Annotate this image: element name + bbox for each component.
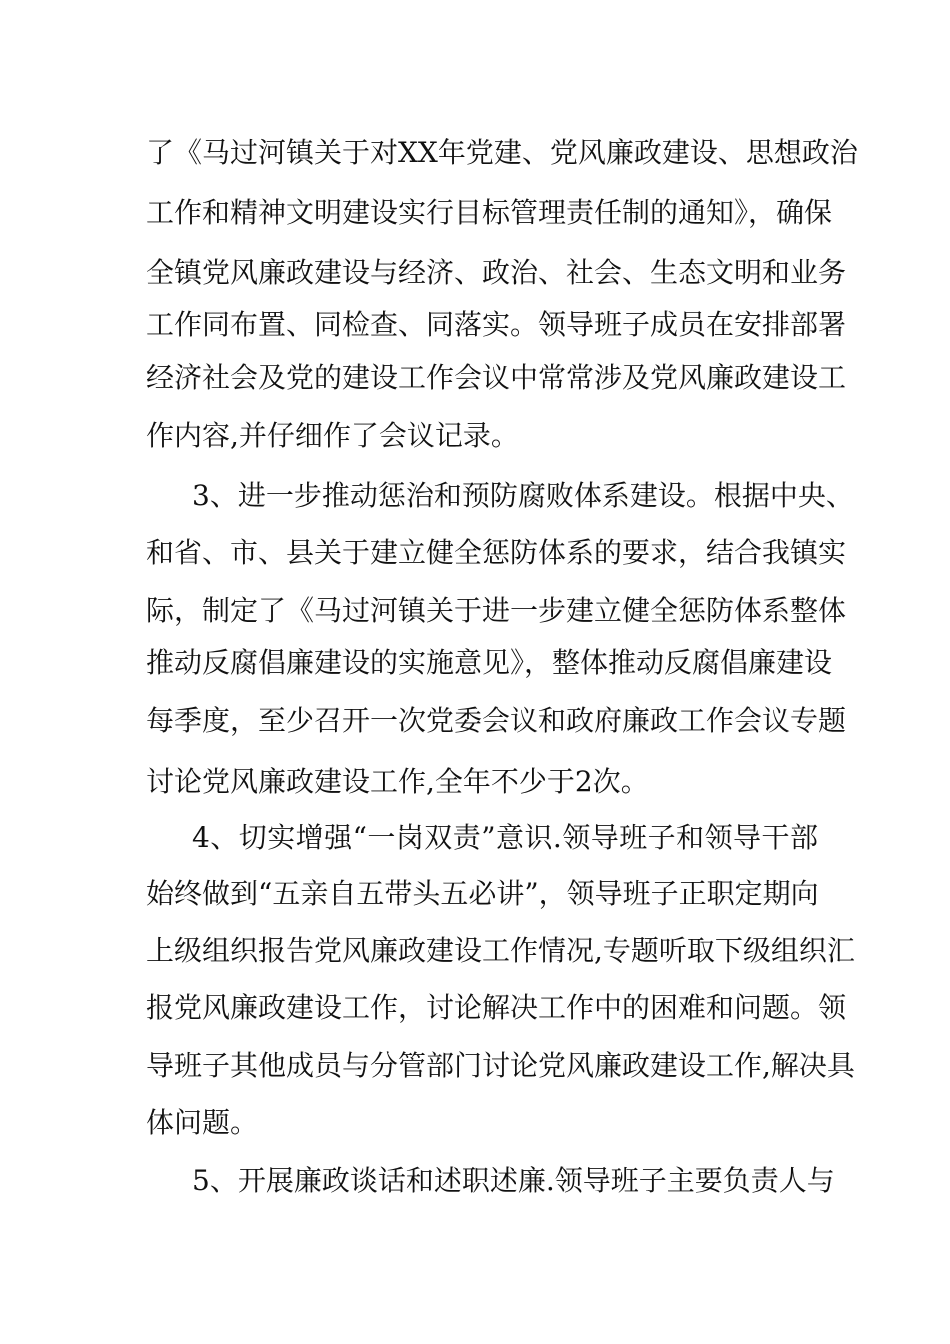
text-line: 讨论党风廉政建设工作,全年不少于2次。	[146, 765, 649, 798]
text-line: 3、进一步推动惩治和预防腐败体系建设。根据中央、	[192, 479, 854, 512]
text-line: 上级组织报告党风廉政建设工作情况,专题听取下级组织汇	[146, 934, 855, 967]
text-line: 报党风廉政建设工作，讨论解决工作中的困难和问题。领	[146, 991, 847, 1024]
text-line: 5、开展廉政谈话和述职述廉.领导班子主要负责人与	[192, 1164, 835, 1197]
text-line: 和省、市、县关于建立健全惩防体系的要求，结合我镇实	[146, 536, 847, 569]
text-line: 始终做到“五亲自五带头五必讲”，领导班子正职定期向	[146, 877, 819, 910]
text-line: 4、切实增强“一岗双责”意识.领导班子和领导干部	[192, 821, 818, 854]
text-line: 了《马过河镇关于对XX年党建、党风廉政建设、思想政治	[146, 136, 858, 169]
text-line: 际，制定了《马过河镇关于进一步建立健全惩防体系整体	[146, 594, 847, 627]
text-line: 工作和精神文明建设实行目标管理责任制的通知》，确保	[146, 196, 833, 229]
text-line: 经济社会及党的建设工作会议中常常涉及党风廉政建设工	[146, 361, 847, 394]
text-line: 推动反腐倡廉建设的实施意见》，整体推动反腐倡廉建设	[146, 646, 833, 679]
text-line: 导班子其他成员与分管部门讨论党风廉政建设工作,解决具	[146, 1049, 855, 1082]
text-line: 作内容,并仔细作了会议记录。	[146, 419, 519, 452]
text-line: 全镇党风廉政建设与经济、政治、社会、生态文明和业务	[146, 256, 847, 289]
text-line: 工作同布置、同检查、同落实。领导班子成员在安排部署	[146, 308, 847, 341]
text-line: 每季度，至少召开一次党委会议和政府廉政工作会议专题	[146, 704, 847, 737]
text-line: 体问题。	[146, 1106, 259, 1139]
